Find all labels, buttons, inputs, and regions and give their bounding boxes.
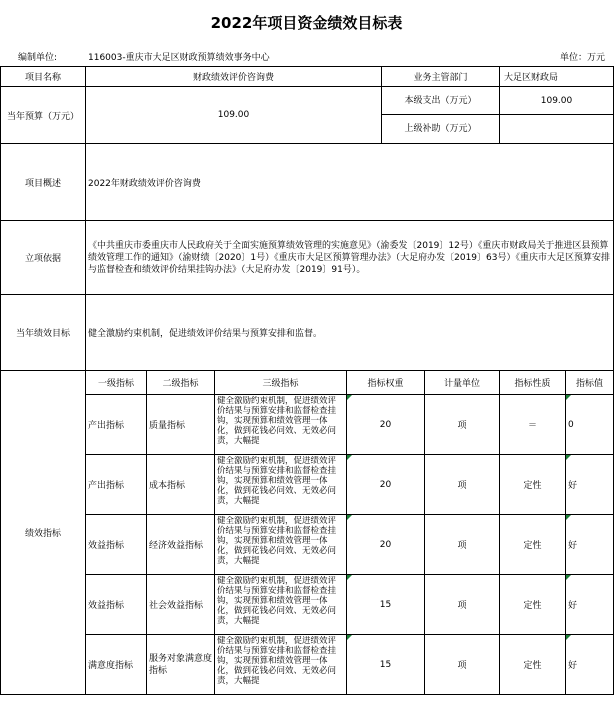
row-level1: 产出指标 <box>86 455 147 515</box>
header-value: 指标值 <box>566 371 614 395</box>
dept-value: 大足区财政局 <box>500 67 614 87</box>
header-unit: 计量单位 <box>425 371 500 395</box>
table-row <box>1 575 614 635</box>
upper-subsidy-label: 上级补助（万元） <box>382 115 500 144</box>
row-level1: 效益指标 <box>86 515 147 575</box>
row-value: 0 <box>566 395 614 455</box>
header-nature: 指标性质 <box>500 371 566 395</box>
unit-value: 116003-重庆市大足区财政预算绩效事务中心 <box>88 52 270 63</box>
row-unit: 项 <box>425 515 500 575</box>
row-level3: 健全激励约束机制，促进绩效评价结果与预算安排和监督检查挂钩，实现预算和绩效管理一体化，做到花钱必问效、无效必问责，大幅提 <box>217 575 337 626</box>
row-level2: 社会效益指标 <box>147 575 215 635</box>
self-expense-value: 109.00 <box>500 87 614 115</box>
budget-label: 当年预算（万元） <box>1 87 86 144</box>
row-weight: 15 <box>347 635 425 695</box>
row-value: 好 <box>566 575 614 635</box>
row-level1: 满意度指标 <box>86 635 147 695</box>
header-level2: 二级指标 <box>147 371 215 395</box>
row-weight: 15 <box>347 575 425 635</box>
header-level1: 一级指标 <box>86 371 147 395</box>
row-level2: 服务对象满意度指标 <box>147 635 215 695</box>
row-level1: 效益指标 <box>86 575 147 635</box>
goal-value: 健全激励约束机制，促进绩效评价结果与预算安排和监督。 <box>86 295 614 371</box>
row-weight: 20 <box>347 455 425 515</box>
row-level3: 健全激励约束机制，促进绩效评价结果与预算安排和监督检查挂钩，实现预算和绩效管理一体化，做到花钱必问效、无效必问责，大幅提 <box>217 635 337 686</box>
row-nature: 定性 <box>500 575 566 635</box>
row-level2: 经济效益指标 <box>147 515 215 575</box>
basis-value: 《中共重庆市委重庆市人民政府关于全面实施预算绩效管理的实施意见》（渝委发〔2019〕12号）《重庆市财政局关于推进区县预算绩效管理工作的通知》（渝财绩〔2020〕1号）《重庆市大足区预算管理办法》（大足府办发〔2019〕63号）《重庆市大足区预算安排与监督检查和绩效评价结果挂钩办法》（大足府办发〔2019〕91号）。 <box>86 221 614 295</box>
dept-label: 业务主管部门 <box>382 67 500 87</box>
row-nature: 定性 <box>500 515 566 575</box>
table-row <box>1 395 614 455</box>
row-nature: ＝ <box>500 395 566 455</box>
row-unit: 项 <box>425 395 500 455</box>
budget-value: 109.00 <box>86 87 382 144</box>
project-name-value: 财政绩效评价咨询费 <box>86 67 382 87</box>
basis-label: 立项依据 <box>1 221 86 295</box>
row-unit: 项 <box>425 455 500 515</box>
row-value: 好 <box>566 635 614 695</box>
row-value: 好 <box>566 455 614 515</box>
row-level3: 健全激励约束机制，促进绩效评价结果与预算安排和监督检查挂钩，实现预算和绩效管理一体化，做到花钱必问效、无效必问责，大幅提 <box>217 515 337 566</box>
row-level2: 成本指标 <box>147 455 215 515</box>
header-level3: 三级指标 <box>215 371 347 395</box>
goal-label: 当年绩效目标 <box>1 295 86 371</box>
table-row <box>1 635 614 695</box>
overview-label: 项目概述 <box>1 144 86 221</box>
table-row <box>1 515 614 575</box>
row-weight: 20 <box>347 515 425 575</box>
row-level2: 质量指标 <box>147 395 215 455</box>
row-level3: 健全激励约束机制，促进绩效评价结果与预算安排和监督检查挂钩，实现预算和绩效管理一体化，做到花钱必问效、无效必问责，大幅提 <box>217 395 337 446</box>
page-title: 2022年项目资金绩效目标表 <box>210 13 403 32</box>
row-level3: 健全激励约束机制，促进绩效评价结果与预算安排和监督检查挂钩，实现预算和绩效管理一体化，做到花钱必问效、无效必问责，大幅提 <box>217 455 337 506</box>
unit-label: 编制单位: <box>18 52 58 63</box>
row-nature: 定性 <box>500 455 566 515</box>
table-row <box>1 455 614 515</box>
row-nature: 定性 <box>500 635 566 695</box>
upper-subsidy-value <box>500 115 614 144</box>
header-weight: 指标权重 <box>347 371 425 395</box>
row-weight: 20 <box>347 395 425 455</box>
self-expense-label: 本级支出（万元） <box>382 87 500 115</box>
overview-value: 2022年财政绩效评价咨询费 <box>86 144 614 221</box>
row-unit: 项 <box>425 635 500 695</box>
row-value: 好 <box>566 515 614 575</box>
performance-table <box>0 66 614 695</box>
row-level1: 产出指标 <box>86 395 147 455</box>
row-unit: 项 <box>425 575 500 635</box>
currency-label: 单位：万元 <box>560 52 606 63</box>
project-name-label: 项目名称 <box>1 67 86 87</box>
indicator-label: 绩效指标 <box>1 371 86 695</box>
